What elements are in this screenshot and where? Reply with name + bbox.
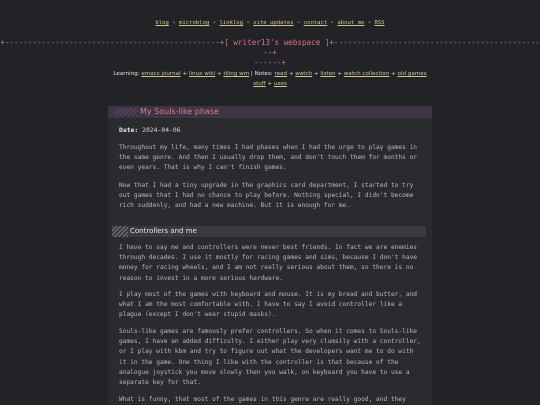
learning-link-emacs-journal[interactable]: emacs journal bbox=[141, 71, 181, 77]
notes-link-watch-collection[interactable]: watch collection bbox=[343, 71, 390, 77]
section-paragraph: I have to say me and controllers were never best friends. In fact we are enemies through decades. I use it mostly for racing games and sims, because I don't have money for racing wheels, and I am not really serious about them, so there is no reason to invest in a more serious hardware. bbox=[119, 244, 418, 282]
date-label: Date: bbox=[119, 126, 139, 134]
nav-blog-link[interactable]: blog bbox=[155, 20, 169, 26]
nav-separator: • bbox=[296, 20, 301, 26]
notes-link-old-games-stuff[interactable]: old games stuff bbox=[253, 71, 427, 87]
date-value: 2024-04-06 bbox=[142, 126, 181, 134]
title-stripe-decoration bbox=[114, 108, 138, 116]
post-paragraph: Throughout my life, many times I had phases when I had the urge to play games in the same genre. And then I usually drop them, and don't touch them for months or even years. That is why I can't finish games. bbox=[119, 144, 418, 172]
section-heading-bar bbox=[112, 226, 426, 237]
post-paragraph: Now that I had a tiny upgrade in the graphics card department, I started to try out games that I had no chance to play before. Nothing special, I didn't become rich suddenly, and had a new machine. But it is enough for me. bbox=[119, 182, 414, 210]
nav-contact-link[interactable]: contact bbox=[303, 20, 328, 26]
notes-link-listen[interactable]: listen bbox=[320, 71, 336, 77]
link-separator: + bbox=[312, 71, 321, 77]
nav-separator: • bbox=[330, 20, 335, 26]
nav-about-me-link[interactable]: about me bbox=[337, 20, 365, 26]
nav-microblog-link[interactable]: microblog bbox=[179, 20, 210, 26]
link-separator: + bbox=[180, 71, 189, 77]
nav-site-updates-link[interactable]: site updates bbox=[253, 20, 294, 26]
section-paragraph: I play most of the games with keyboard and mouse. It is my bread and butter, and what I am the most comfortable with. I have to say I avoid controller like a plague (except I don't wear stupid masks). bbox=[119, 291, 418, 319]
site-title-line-continuation: ------+ bbox=[253, 58, 286, 67]
learning-link-tiling-wm[interactable]: tiling wm bbox=[223, 71, 250, 77]
nav-separator: • bbox=[172, 20, 176, 26]
nav-separator: • bbox=[367, 20, 372, 26]
section-paragraph: What is funny, that most of the games in this genre are really good, and they bbox=[119, 396, 406, 403]
learning-notes-bar bbox=[112, 69, 428, 89]
post-title-bar bbox=[108, 106, 432, 118]
notes-label: Notes: bbox=[254, 71, 273, 77]
post-title: My Souls-like phase bbox=[140, 107, 219, 116]
nav-linklog-link[interactable]: linklog bbox=[219, 20, 244, 26]
section-heading: Controllers and me bbox=[130, 227, 197, 235]
post-date bbox=[119, 126, 181, 134]
site-title-line: +-----------------------------------------------+[ writer13's webspace ]+-----------------------------------------------+ bbox=[0, 38, 540, 57]
link-separator: + bbox=[215, 71, 224, 77]
learning-link-linux-wiki[interactable]: linux wiki bbox=[188, 71, 216, 77]
nav-separator: • bbox=[212, 20, 217, 26]
notes-link-read[interactable]: read bbox=[274, 71, 288, 77]
notes-link-uses[interactable]: uses bbox=[273, 81, 287, 87]
learning-label: Learning: bbox=[113, 71, 140, 77]
link-separator: + bbox=[265, 81, 274, 87]
link-separator: + bbox=[335, 71, 344, 77]
link-separator: + bbox=[287, 71, 296, 77]
section-divider: | bbox=[249, 71, 255, 77]
nav-separator: • bbox=[246, 20, 250, 26]
top-nav bbox=[0, 19, 540, 27]
site-title bbox=[0, 38, 540, 68]
section-stripe-decoration bbox=[112, 226, 128, 237]
notes-link-watch[interactable]: watch bbox=[295, 71, 313, 77]
link-separator: + bbox=[389, 71, 398, 77]
nav-rss-link[interactable]: RSS bbox=[374, 20, 385, 26]
section-paragraph: Souls-like games are famously prefer controllers. So when it comes to Souls-like games, I have an added difficulty. I either play very clumsily with a controller, or I play with kbm and try to figure out what the developers want me to do with it in the game. One thing I like with the controller is that because of the analogue joystick you move slowly then you walk, on keyboard you have to use a separate key for that. bbox=[119, 328, 421, 387]
